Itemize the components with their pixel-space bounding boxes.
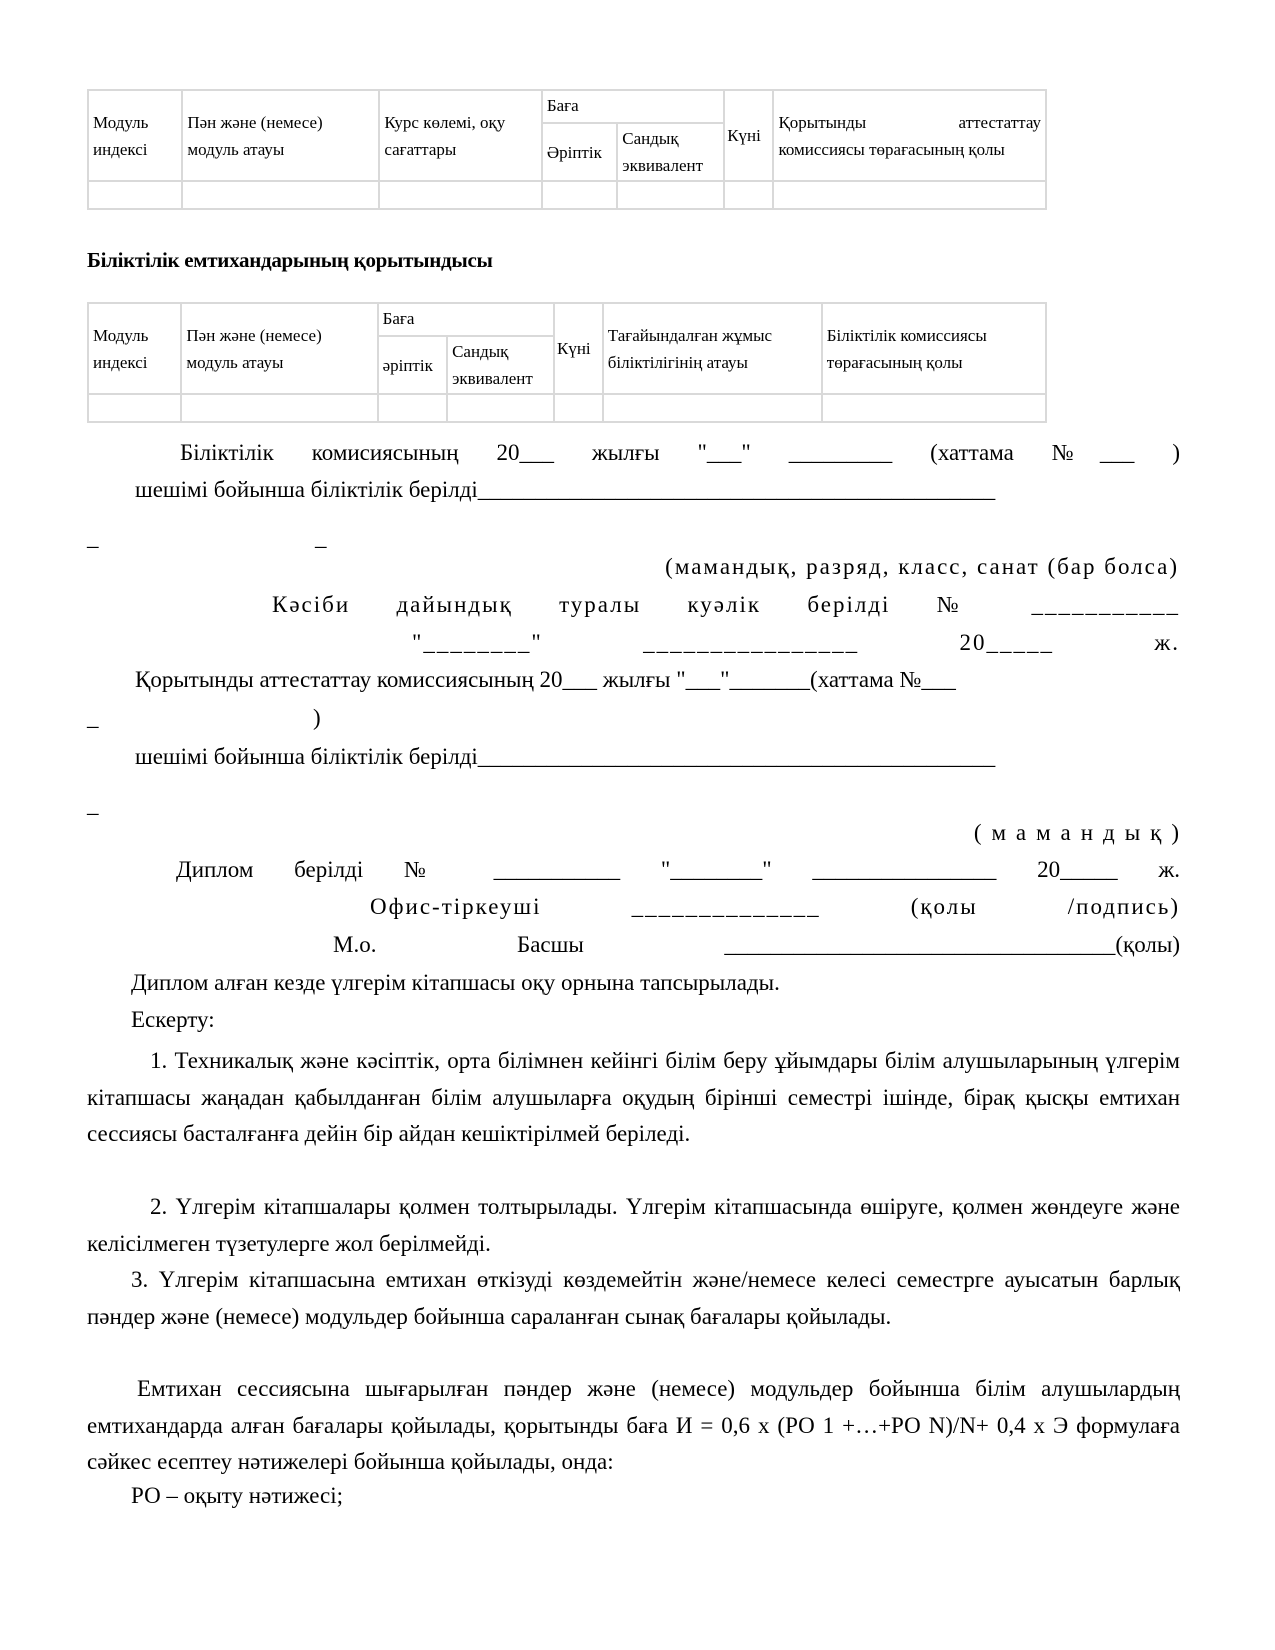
section-title-qualification-exams: Біліктілік емтихандарының қорытындысы: [87, 248, 493, 272]
head-signature-line: М.о. Басшы __________________________________(қолы): [333, 932, 1180, 957]
header-date: Күні: [724, 90, 773, 181]
cell-grade-letter[interactable]: [542, 181, 617, 209]
cell-grade-numeric[interactable]: [447, 394, 554, 422]
diploma-issued-line: Диплом берілді № ___________ "________" ________________ 20_____ ж.: [176, 857, 1180, 882]
cell-chair-signature[interactable]: [773, 181, 1046, 209]
final-attestation-table: [87, 89, 1047, 210]
header-grade-numeric: Сандық эквивалент: [617, 123, 724, 181]
remark-item-1: 1. Техникалық және кәсіптік, орта білімнен кейінгі білім беру ұйымдары білім алушыларының үлгерім кітапшасы жаңадан қабылданған білім алушыларға оқудың бірінші семестрі ішінде, бірақ қысқы емтихан сессиясы басталғанға дейін бір айдан кешіктірілмей беріледі.: [87, 1048, 1180, 1146]
cell-chair-signature[interactable]: [822, 394, 1046, 422]
registrar-line: Офис-тіркеуші ______________ (қолы /подпись): [370, 894, 1180, 919]
cell-qualification-name[interactable]: [603, 394, 822, 422]
header-qualification-name: Тағайындалған жұмыс біліктілігінің атауы: [603, 303, 822, 394]
final-commission-line: Қорытынды аттестаттау комиссиясының 20___ жылғы "___"_______(хаттама №___: [135, 667, 956, 692]
ro-definition: РО – оқыту нәтижесі;: [131, 1483, 344, 1508]
header-course-volume: Курс көлемі, оқу сағаттары: [379, 90, 541, 181]
remark-item-3: 3. Үлгерім кітапшасына емтихан өткізуді көздемейтін және/немесе келесі семестрге ауысатын барлық пәндер және (немесе) модульдер бойынша сараланған сынақ бағалары қойылады.: [87, 1267, 1180, 1329]
certificate-date-line: "________" ________________ 20_____ ж.: [412, 630, 1180, 655]
header-grade-letter: әріптік: [378, 336, 448, 394]
table-row: [88, 181, 1046, 209]
header-chair-signature: Біліктілік комиссиясы төрағасының қолы: [822, 303, 1046, 394]
qualification-decision-line: шешімі бойынша біліктілік берілді_____________________________________________: [135, 477, 996, 502]
qualification-decision-tail: _: [315, 525, 327, 550]
header-subject-name: Пән және (немесе) модуль атауы: [181, 303, 377, 394]
cell-date[interactable]: [554, 394, 603, 422]
qualification-decision-tail: _: [87, 525, 99, 550]
header-chair-signature: Қорытынды аттестаттау комиссиясы төрағасының қолы: [773, 90, 1046, 181]
header-module-index: Модуль индексі: [88, 90, 182, 181]
final-decision-tail: _: [87, 792, 99, 817]
diploma-note: Диплом алған кезде үлгерім кітапшасы оқу орнына тапсырылады.: [131, 970, 780, 995]
cell-grade-letter[interactable]: [378, 394, 448, 422]
header-grade-letter: Әріптік: [542, 123, 617, 181]
header-module-index: Модуль индексі: [88, 303, 181, 394]
cell-subject-name[interactable]: [182, 181, 379, 209]
final-commission-tail: ): [313, 705, 321, 730]
final-decision-line: шешімі бойынша біліктілік берілді_____________________________________________: [135, 744, 996, 769]
final-commission-tail: _: [87, 705, 99, 730]
cell-date[interactable]: [724, 181, 773, 209]
header-date: Күні: [554, 303, 603, 394]
qualification-specialty-hint: (мамандық, разряд, класс, санат (бар болса): [665, 554, 1179, 579]
cell-module-index[interactable]: [88, 394, 181, 422]
cell-module-index[interactable]: [88, 181, 182, 209]
header-grade-numeric: Сандық эквивалент: [447, 336, 554, 394]
cell-subject-name[interactable]: [181, 394, 377, 422]
header-subject-name: Пән және (немесе) модуль атауы: [182, 90, 379, 181]
header-grade: Баға: [378, 303, 554, 336]
cell-grade-numeric[interactable]: [617, 181, 724, 209]
remark-label: Ескерту:: [131, 1007, 215, 1032]
cell-course-volume[interactable]: [379, 181, 541, 209]
final-specialty-hint: (мамандық): [973, 820, 1189, 845]
qualification-commission-line: Біліктілік комисиясының 20___ жылғы "___" _________ (хаттама №___ ): [180, 440, 1180, 465]
remark-item-2: 2. Үлгерім кітапшалары қолмен толтырылады. Үлгерім кітапшасында өшіруге, қолмен жөндеуге және келісілмеген түзетулерге жол берілмейді.: [87, 1194, 1180, 1256]
table-row: [88, 394, 1046, 422]
header-grade: Баға: [542, 90, 724, 123]
certificate-issued-line: Кәсіби дайындық туралы куәлік берілді № ___________: [272, 592, 1180, 617]
qualification-exam-table: [87, 302, 1047, 423]
exam-grade-paragraph: Емтихан сессиясына шығарылған пәндер және (немесе) модульдер бойынша білім алушылардың емтихандарда алған бағалары қойылады, қорытынды баға И = 0,6 х (РО 1 +…+РО N)/N+ 0,4 х Э формулаға сәйкес есептеу нәтижелері бойынша қойылады, онда:: [87, 1376, 1180, 1474]
